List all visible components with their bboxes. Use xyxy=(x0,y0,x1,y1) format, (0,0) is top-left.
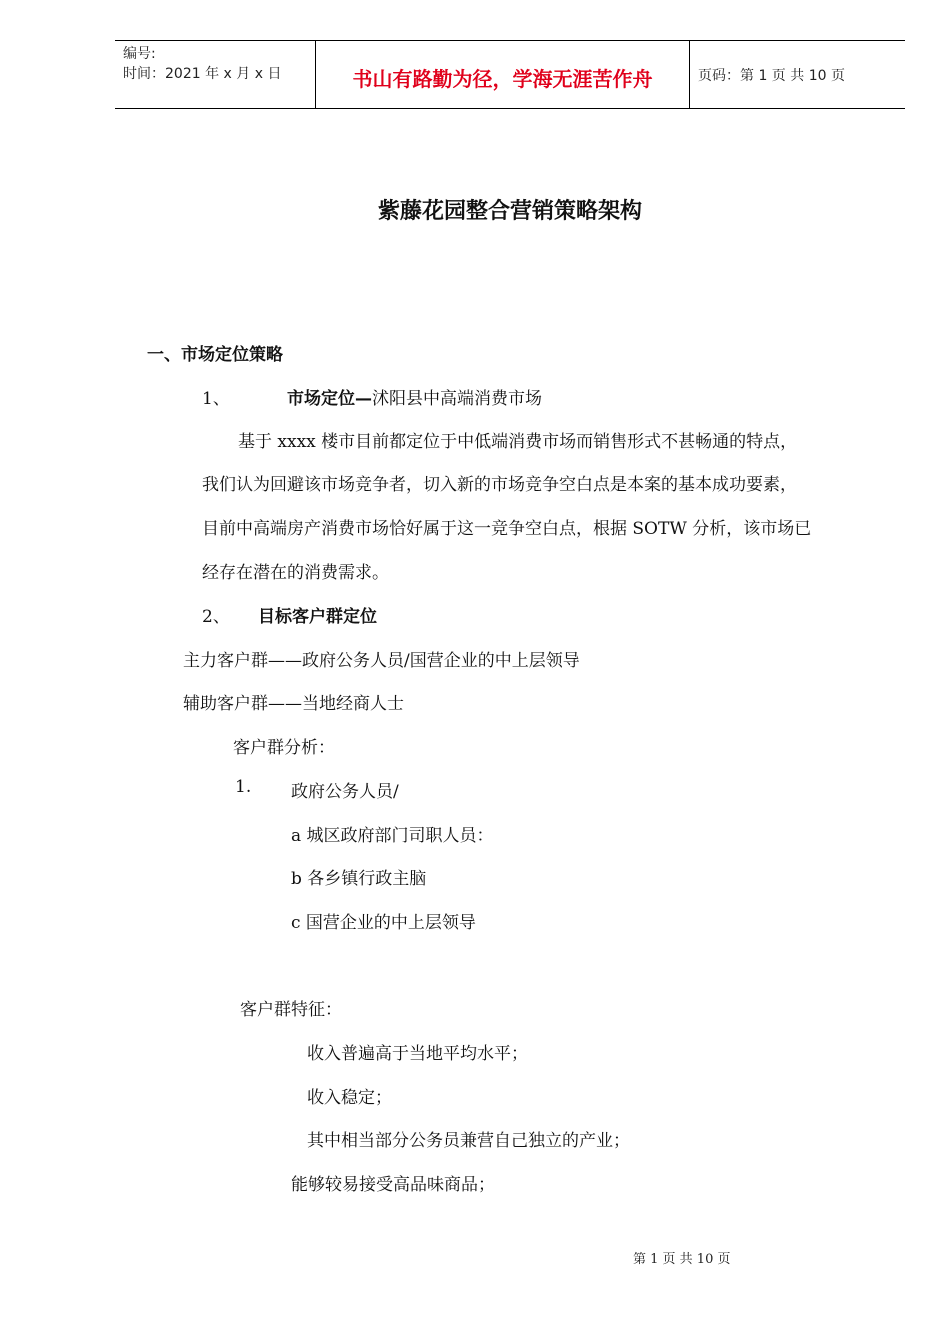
paragraph-line: 经存在潜在的消费需求。 xyxy=(202,563,389,583)
feature-item: 其中相当部分公务员兼营自己独立的产业； xyxy=(307,1131,630,1151)
item-1-bold: 市场定位— xyxy=(287,389,372,409)
item-1-rest: 沭阳县中高端消费市场 xyxy=(372,389,542,409)
page-info: 页码：第 1 页 共 10 页 xyxy=(698,68,845,84)
feature-item: 收入普遍高于当地平均水平； xyxy=(307,1044,528,1064)
feature-item: 收入稳定； xyxy=(307,1088,392,1108)
document-title: 紫藤花园整合营销策略架构 xyxy=(377,199,642,224)
item-number-1: 1、 xyxy=(202,389,230,409)
item-number-2: 2、 xyxy=(202,607,230,627)
paragraph-line: 我们认为回避该市场竞争者，切入新的市场竞争空白点是本案的基本成功要素， xyxy=(202,475,797,495)
sub-item-1-text: 政府公务人员/ xyxy=(291,782,399,802)
sub-item-c: c 国营企业的中上层领导 xyxy=(291,913,476,933)
item-2-heading: 目标客户群定位 xyxy=(258,607,377,627)
feature-item: 能够较易接受高品味商品； xyxy=(291,1175,495,1195)
sub-item-b: b 各乡镇行政主脑 xyxy=(291,869,427,889)
paragraph-line: 基于 xxxx 楼市目前都定位于中低端消费市场而销售形式不甚畅通的特点， xyxy=(238,432,798,452)
number-label: 编号: xyxy=(123,46,156,62)
motto-text: 书山有路勤为径，学海无涯苦作舟 xyxy=(352,67,653,91)
header-page-cell xyxy=(690,41,905,108)
sub-item-number-1: 1. xyxy=(235,777,252,797)
main-customer-group: 主力客户群——政府公务人员/国营企业的中上层领导 xyxy=(183,651,580,671)
sub-item-a: a 城区政府部门司职人员： xyxy=(291,826,494,846)
header-motto-cell xyxy=(316,41,690,108)
analysis-label: 客户群分析： xyxy=(233,738,335,758)
time-label: 时间：2021 年 x 月 x 日 xyxy=(123,66,282,82)
section-heading-market-positioning: 一、市场定位策略 xyxy=(147,345,283,365)
aux-customer-group: 辅助客户群——当地经商人士 xyxy=(183,694,404,714)
item-1-text xyxy=(287,384,542,409)
paragraph-line: 目前中高端房产消费市场恰好属于这一竞争空白点，根据 SOTW 分析，该市场已 xyxy=(202,519,812,539)
features-label: 客户群特征： xyxy=(240,1000,342,1020)
header-meta-cell xyxy=(115,41,316,108)
document-header xyxy=(115,40,905,109)
page-footer: 第 1 页 共 10 页 xyxy=(633,1252,731,1267)
